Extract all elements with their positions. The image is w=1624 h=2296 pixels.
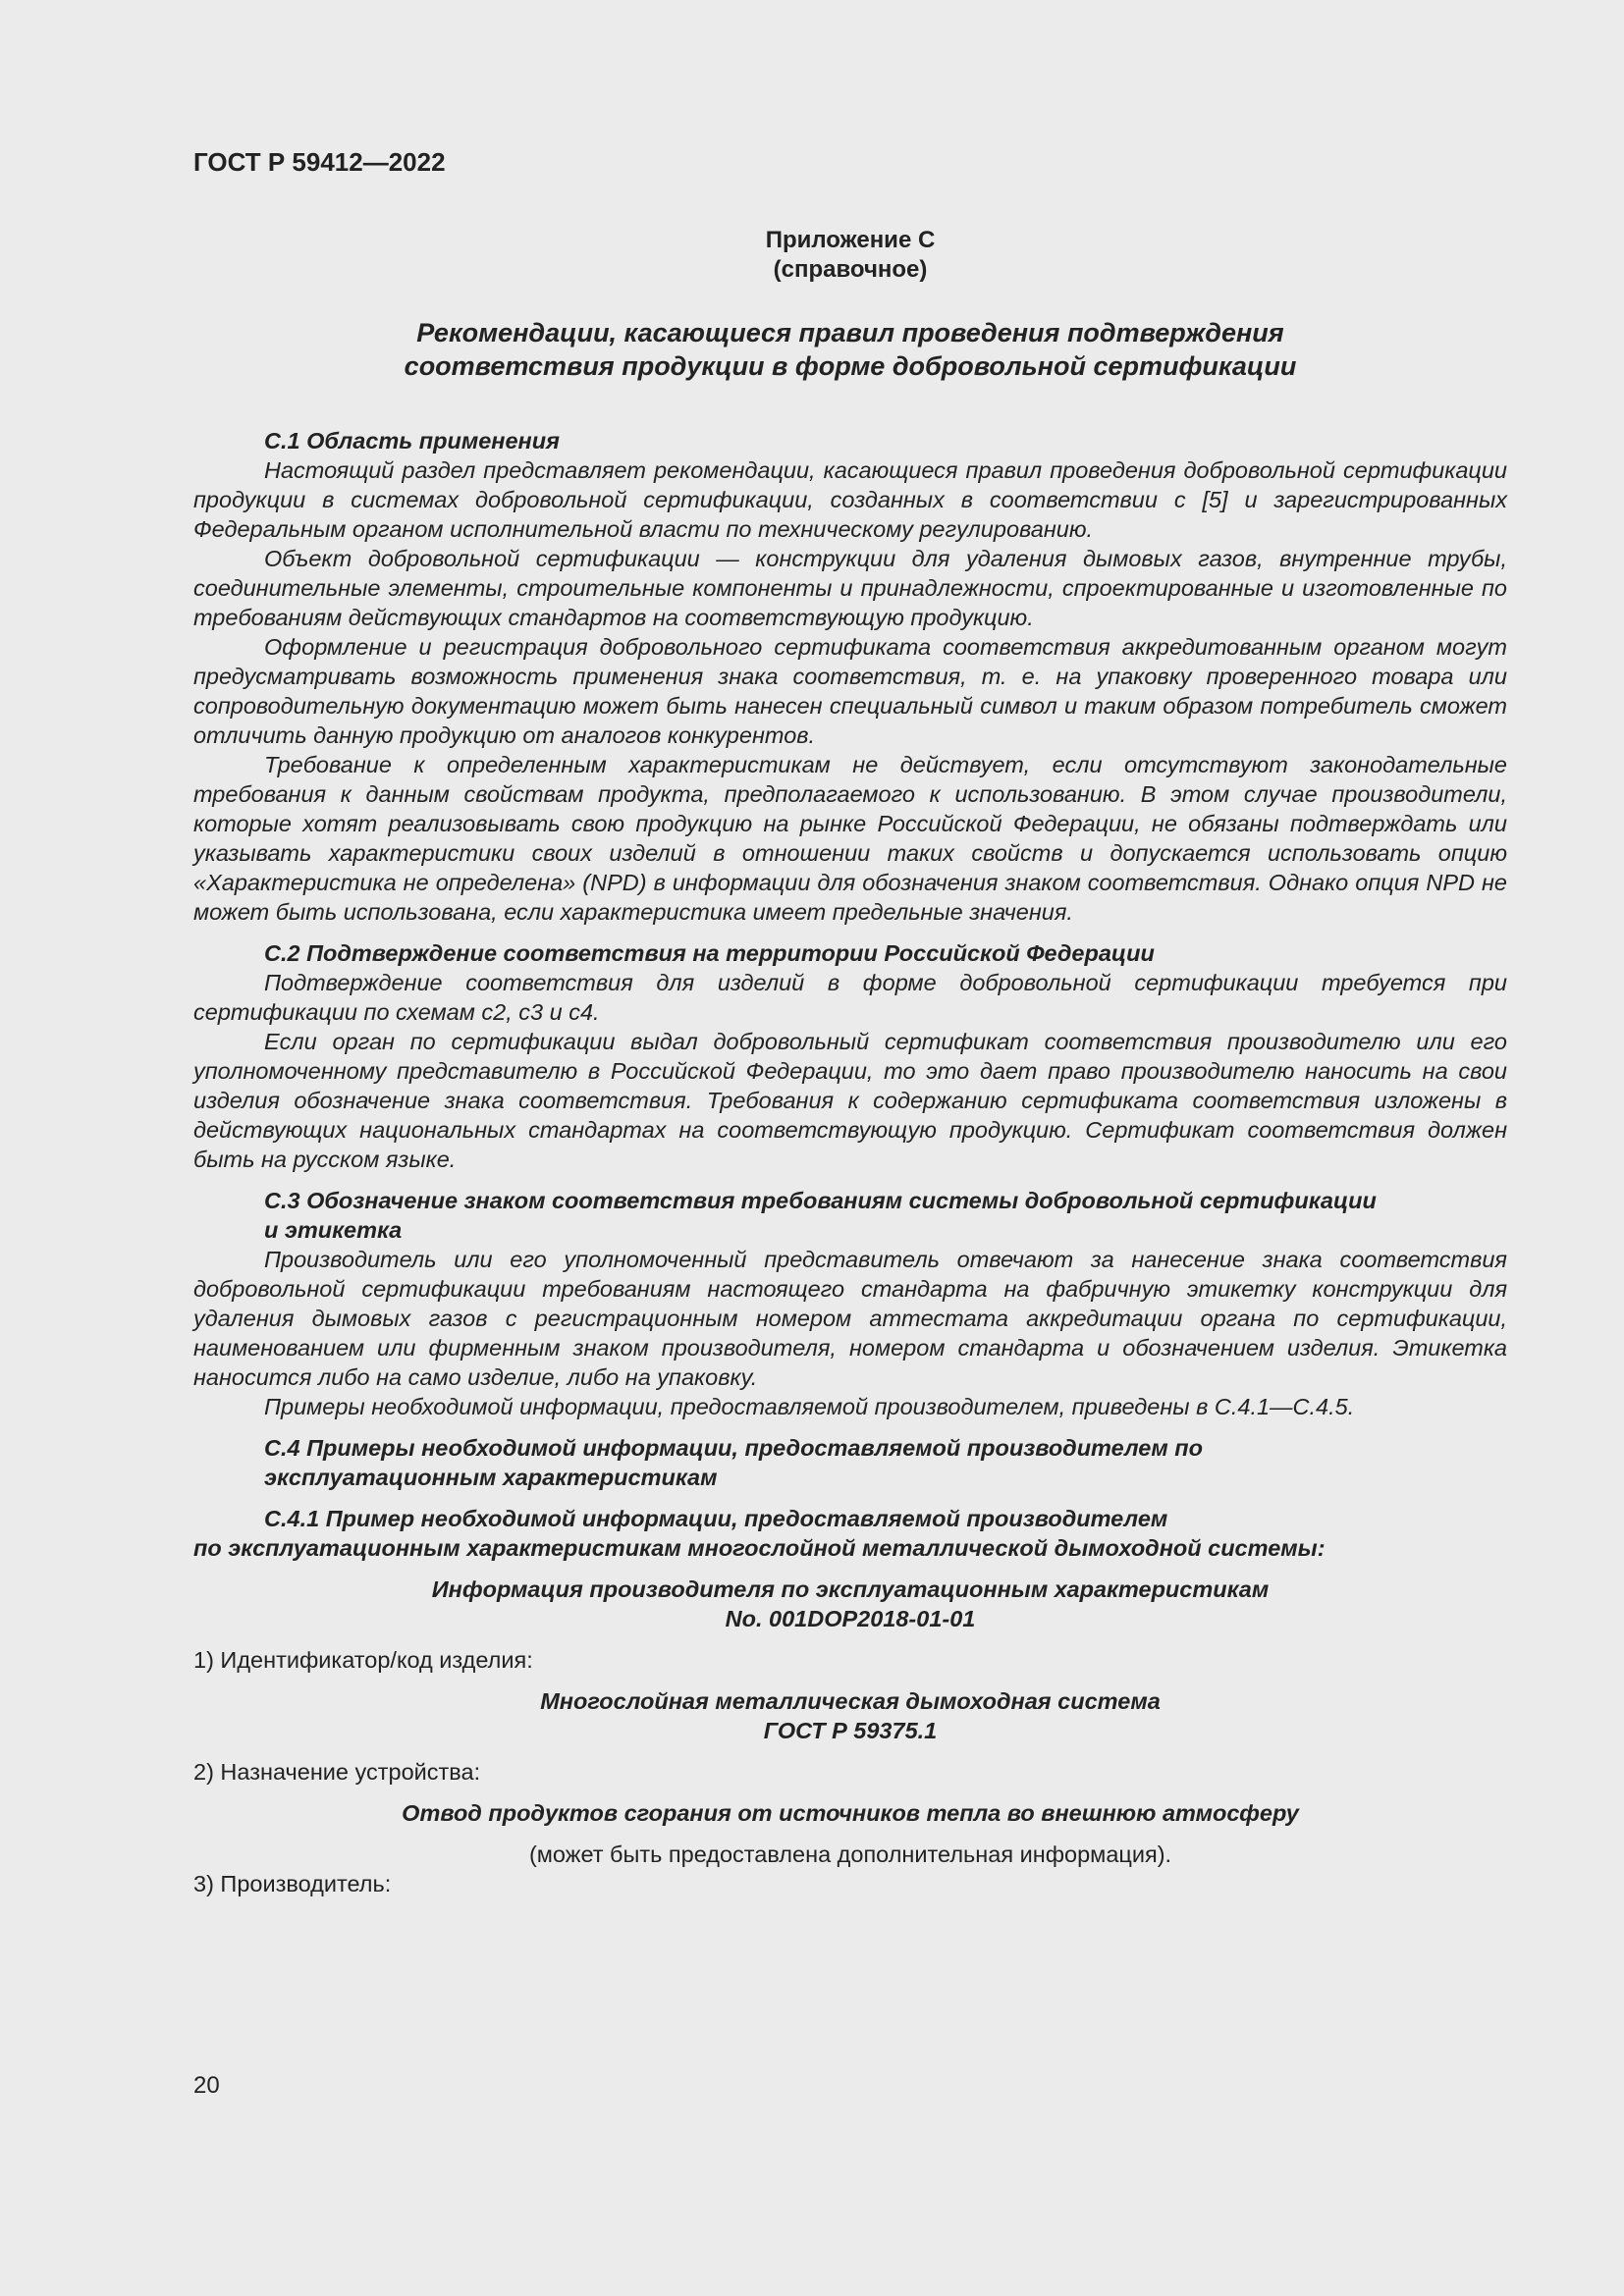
appendix-title: Приложение С <box>765 227 936 253</box>
document-page <box>193 0 1507 2296</box>
document-title-line2: соответствия продукции в форме добровольной сертификации <box>404 351 1297 381</box>
subsection-c41-line1: С.4.1 Пример необходимой информации, предоставляемой производителем <box>264 1506 1168 1531</box>
section-c1-paragraph-2: Объект добровольной сертификации — конструкции для удаления дымовых газов, внутренние трубы, соединительные элементы, строительные компоненты и принадлежности, спроектированные и изготовленные по требованиям действующих стандартов на соответствующую продукцию. <box>193 546 1507 630</box>
performance-info-title <box>341 1575 1360 1633</box>
section-c1-paragraph-3: Оформление и регистрация добровольного сертификата соответствия аккредитованным органом могут предусматривать возможность применения знака соответствия, т. е. на упаковку проверенного товара или сопроводительную документацию может быть нанесен специальный символ и таким образом потребитель сможет отличить данную продукцию от аналогов конкурентов. <box>193 634 1507 748</box>
subsection-c41-heading <box>193 1504 1507 1563</box>
document-title-line1: Рекомендации, касающиеся правил проведения подтверждения <box>416 318 1284 347</box>
section-c3-paragraph-2: Примеры необходимой информации, предоставляемой производителем, приведены в С.4.1—С.4.5. <box>264 1394 1355 1419</box>
section-c3-heading-line1: С.3 Обозначение знаком соответствия требованиям системы добровольной сертификации <box>264 1188 1377 1213</box>
section-c3-heading <box>264 1186 1507 1245</box>
subsection-c41-line2: по эксплуатационным характеристикам многослойной металлической дымоходной системы: <box>193 1535 1326 1561</box>
section-c3-paragraph-1: Производитель или его уполномоченный представитель отвечают за нанесение знака соответствия добровольной сертификации требованиям настоящего стандарта на фабричную этикетку конструкции для удаления дымовых газов с регистрационным номером аттестата аккредитации органа по сертификации, наименованием или фирменным знаком производителя, номером стандарта и обозначением изделия. Этикетка наносится либо на само изделие, либо на упаковку. <box>193 1247 1507 1390</box>
section-c4-heading-line2: эксплуатационным характеристикам <box>264 1465 718 1490</box>
section-c2-paragraph-1: Подтверждение соответствия для изделий в форме добровольной сертификации требуется при сертификации по схемам с2, с3 и с4. <box>193 970 1507 1025</box>
additional-info-note: (может быть предоставлена дополнительная информация). <box>528 1842 1172 1867</box>
section-c1-paragraph-4: Требование к определенным характеристикам не действует, если отсутствуют законодательные требования к данным свойствам продукта, предполагаемого к использованию. В этом случае производители, которые хотят реализовывать свою продукцию на рынке Российской Федерации, не обязаны подтверждать или указывать характеристики своих изделий в отношении таких свойств и допускается использовать опцию «Характеристика не определена» (NPD) в информации для обозначения знаком соответствия. Однако опция NPD не может быть использована, если характеристика имеет предельные значения. <box>193 752 1507 925</box>
section-c2-heading: С.2 Подтверждение соответствия на территории Российской Федерации <box>264 940 1155 966</box>
document-title <box>193 316 1507 383</box>
section-c2-paragraph-2: Если орган по сертификации выдал добровольный сертификат соответствия производителю или его уполномоченному представителю в Российской Федерации, то это дает право производителю наносить на свои изделия обозначение знака соответствия. Требования к содержанию сертификата соответствия изложены в действующих национальных стандартах на соответствующую продукцию. Сертификат соответствия должен быть на русском языке. <box>193 1029 1507 1172</box>
page-number: 20 <box>193 2072 220 2099</box>
performance-info-number: No. 001DOP2018-01-01 <box>725 1606 976 1631</box>
product-name-line1: Многослойная металлическая дымоходная система <box>540 1688 1161 1714</box>
item-1-label: 1) Идентификатор/код изделия: <box>193 1647 533 1673</box>
product-name <box>341 1686 1360 1745</box>
document-code: ГОСТ Р 59412—2022 <box>193 147 446 177</box>
performance-info-line1: Информация производителя по эксплуатационным характеристикам <box>431 1576 1270 1602</box>
item-2-label: 2) Назначение устройства: <box>193 1759 481 1785</box>
section-c1-heading: С.1 Область применения <box>264 428 560 454</box>
item-3-label: 3) Производитель: <box>193 1871 392 1896</box>
section-c3-heading-line2: и этикетка <box>264 1217 403 1243</box>
section-c4-heading-line1: С.4 Примеры необходимой информации, предоставляемой производителем по <box>264 1435 1203 1461</box>
section-c1-paragraph-1: Настоящий раздел представляет рекомендации, касающиеся правил проведения добровольной сертификации продукции в системах добровольной сертификации, созданных в соответствии с [5] и зарегистрированных Федеральным органом исполнительной власти по техническому регулированию. <box>193 457 1507 542</box>
document-body <box>193 426 1507 1898</box>
appendix-heading <box>193 226 1507 285</box>
appendix-subtitle: (справочное) <box>773 256 928 283</box>
section-c4-heading <box>264 1433 1507 1492</box>
product-standard: ГОСТ Р 59375.1 <box>763 1718 938 1743</box>
device-purpose: Отвод продуктов сгорания от источников тепла во внешнюю атмосферу <box>402 1800 1299 1826</box>
